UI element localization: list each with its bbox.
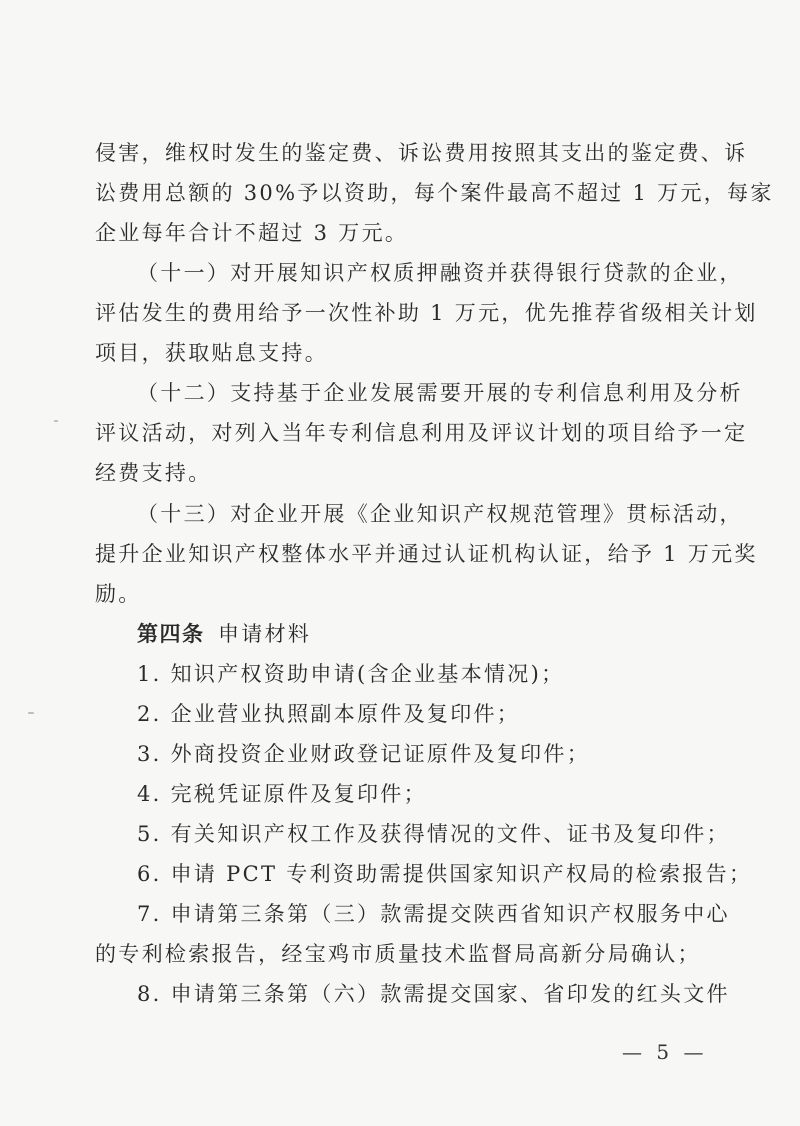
list-item: 2. 企业营业执照副本原件及复印件；	[137, 702, 521, 726]
body-text-line: （十二）支持基于企业发展需要开展的专利信息利用及分析	[137, 381, 743, 405]
body-text-line: 评议活动，对列入当年专利信息利用及评议计划的项目给予一定	[95, 421, 748, 445]
body-text-line: 项目，获取贴息支持。	[95, 341, 328, 365]
list-item-continuation: 的专利检索报告，经宝鸡市质量技术监督局高新分局确认；	[95, 942, 701, 966]
body-text-line: 讼费用总额的 30%予以资助，每个案件最高不超过 1 万元，每家	[95, 181, 774, 205]
scan-speck	[28, 712, 34, 714]
list-item: 3. 外商投资企业财政登记证原件及复印件；	[137, 742, 591, 766]
body-text-line: 励。	[95, 582, 142, 606]
article-title: 申请材料	[218, 622, 312, 646]
list-item: 4. 完税凭证原件及复印件；	[137, 782, 427, 806]
list-item: 7. 申请第三条第（三）款需提交陕西省知识产权服务中心	[137, 902, 730, 926]
list-item: 8. 申请第三条第（六）款需提交国家、省印发的红头文件	[137, 982, 730, 1006]
list-item: 1. 知识产权资助申请(含企业基本情况)；	[137, 662, 565, 686]
body-text-line: 评估发生的费用给予一次性补助 1 万元，优先推荐省级相关计划	[95, 301, 758, 325]
body-text-line: 侵害，维权时发生的鉴定费、诉讼费用按照其支出的鉴定费、诉	[95, 141, 748, 165]
body-text-line: （十一）对开展知识产权质押融资并获得银行贷款的企业，	[137, 261, 743, 285]
body-text-line: 经费支持。	[95, 461, 212, 485]
body-text-line: 提升企业知识产权整体水平并通过认证机构认证，给予 1 万元奖	[95, 542, 758, 566]
list-item: 5. 有关知识产权工作及获得情况的文件、证书及复印件；	[137, 822, 730, 846]
page-number: — 5 —	[622, 1040, 708, 1064]
article-heading: 第四条	[137, 622, 205, 646]
body-text-line: （十三）对企业开展《企业知识产权规范管理》贯标活动，	[137, 502, 743, 526]
body-text-line: 企业每年合计不超过 3 万元。	[95, 221, 409, 245]
list-item: 6. 申请 PCT 专利资助需提供国家知识产权局的检索报告；	[137, 862, 753, 886]
scan-speck	[54, 420, 58, 422]
